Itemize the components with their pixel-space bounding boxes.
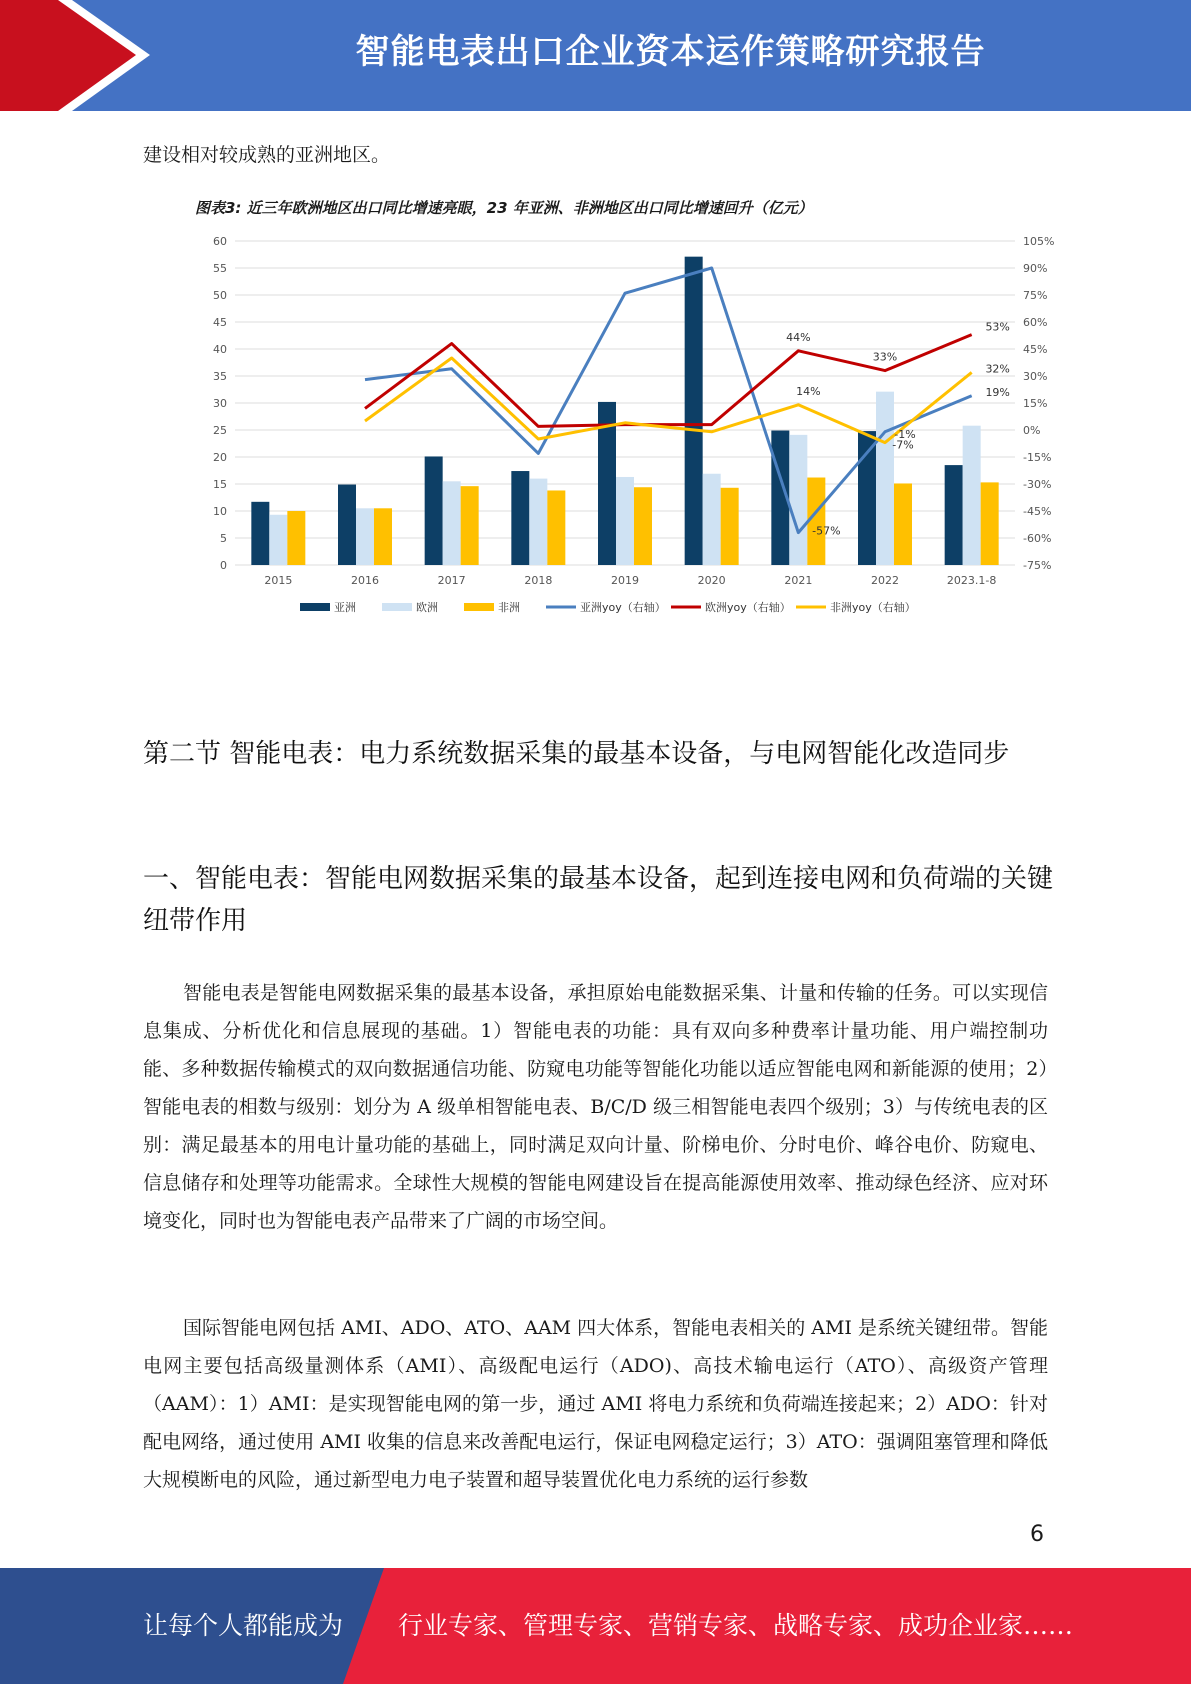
x-tick-label: 2021 bbox=[784, 574, 813, 587]
data-label: 33% bbox=[872, 350, 898, 364]
y2-tick-label: 0% bbox=[1023, 424, 1041, 437]
bar bbox=[789, 435, 807, 565]
y2-tick-label: 30% bbox=[1023, 370, 1048, 383]
bar bbox=[251, 502, 269, 565]
data-label: 44% bbox=[786, 330, 811, 344]
x-tick-label: 2015 bbox=[264, 574, 293, 587]
bar bbox=[356, 508, 374, 565]
y-tick-label: 25 bbox=[213, 424, 227, 437]
y-tick-label: 15 bbox=[213, 478, 227, 491]
header-title: 智能电表出口企业资本运作策略研究报告 bbox=[355, 32, 986, 72]
bar bbox=[461, 486, 479, 565]
legend-label: 非洲 bbox=[498, 601, 520, 614]
bar bbox=[963, 426, 981, 565]
bar bbox=[374, 508, 392, 565]
y2-tick-label: -45% bbox=[1023, 505, 1052, 518]
bar bbox=[634, 487, 652, 565]
legend-swatch bbox=[382, 603, 412, 611]
legend-label: 亚洲 bbox=[334, 601, 356, 614]
y-tick-label: 50 bbox=[213, 289, 227, 302]
data-label: -1% bbox=[894, 427, 916, 441]
bar bbox=[894, 483, 912, 565]
bar bbox=[945, 465, 963, 565]
data-label: -57% bbox=[812, 524, 841, 538]
y-tick-label: 10 bbox=[213, 505, 227, 518]
x-tick-label: 2023.1-8 bbox=[946, 574, 997, 587]
bar bbox=[876, 392, 894, 565]
bar bbox=[269, 515, 287, 565]
legend-swatch bbox=[464, 603, 494, 611]
data-label: -7% bbox=[892, 438, 914, 452]
legend-label: 欧洲yoy（右轴） bbox=[705, 601, 791, 614]
page-header bbox=[0, 0, 1191, 111]
bar bbox=[287, 511, 305, 565]
bar bbox=[703, 474, 721, 565]
y-tick-label: 5 bbox=[220, 532, 227, 545]
x-tick-label: 2018 bbox=[524, 574, 553, 587]
bar bbox=[511, 471, 529, 565]
y-tick-label: 55 bbox=[213, 262, 227, 275]
data-label: 53% bbox=[985, 320, 1010, 334]
x-tick-label: 2019 bbox=[611, 574, 639, 587]
chart-title: 图表3: 近三年欧洲地区出口同比增速亮眼，23 年亚洲、非洲地区出口同比增速回升（亿元） bbox=[195, 199, 813, 217]
y-tick-label: 20 bbox=[213, 451, 227, 464]
footer-left-text: 让每个人都能成为 bbox=[143, 1611, 344, 1640]
y-tick-label: 45 bbox=[213, 316, 227, 329]
legend-label: 非洲yoy（右轴） bbox=[830, 601, 916, 614]
data-label: 32% bbox=[985, 362, 1010, 376]
page-footer bbox=[0, 1568, 1191, 1684]
bar bbox=[685, 257, 703, 565]
bar bbox=[529, 479, 547, 565]
sub-heading: 一、智能电表：智能电网数据采集的最基本设备，起到连接电网和负荷端的关键纽带作用 bbox=[143, 864, 1054, 936]
y2-tick-label: 75% bbox=[1023, 289, 1048, 302]
y2-tick-label: 90% bbox=[1023, 262, 1048, 275]
lead-text: 建设相对较成熟的亚洲地区。 bbox=[143, 144, 391, 166]
y2-tick-label: 45% bbox=[1023, 343, 1048, 356]
y-tick-label: 40 bbox=[213, 343, 227, 356]
page-number: 6 bbox=[1030, 1522, 1044, 1547]
data-label: 19% bbox=[985, 385, 1010, 399]
y-tick-label: 35 bbox=[213, 370, 227, 383]
bar bbox=[443, 481, 461, 565]
bar bbox=[981, 482, 999, 565]
bar bbox=[616, 477, 634, 565]
data-label: 14% bbox=[796, 384, 821, 398]
legend-swatch bbox=[300, 603, 330, 611]
paragraph-1: 智能电表是智能电网数据采集的最基本设备，承担原始电能数据采集、计量和传输的任务。可以实现信息集成、分析优化和信息展现的基础。1）智能电表的功能：具有双向多种费率计量功能、用户端控制功能、多种数据传输模式的双向数据通信功能、防窥电功能等智能化功能以适应智能电网和新能源的使用；2）智能电表的相数与级别：划分为 A 级单相智能电表、B/C/D 级三相智能电表四个级别；3）与传统电表的区别：满足最基本的用电计量功能的基础上，同时满足双向计量、阶梯电价、分时电价、峰谷电价、防窥电、信息储存和处理等功能需求。全球性大规模的智能电网建设旨在提高能源使用效率、推动绿色经济、应对环境变化，同时也为智能电表产品带来了广阔的市场空间。 bbox=[143, 982, 1048, 1232]
y2-tick-label: -15% bbox=[1023, 451, 1052, 464]
paragraph-2: 国际智能电网包括 AMI、ADO、ATO、AAM 四大体系，智能电表相关的 AMI 是系统关键纽带。智能电网主要包括高级量测体系（AMI）、高级配电运行（ADO)、高技术输电运行（ATO）、高级资产管理（AAM）：1）AMI：是实现智能电网的第一步，通过 AMI 将电力系统和负荷端连接起来；2）ADO：针对配电网络，通过使用 AMI 收集的信息来改善配电运行，保证电网稳定运行；3）ATO：强调阻塞管理和降低大规模断电的风险，通过新型电力电子装置和超导装置优化电力系统的运行参数 bbox=[143, 1317, 1048, 1491]
section-heading: 第二节 智能电表：电力系统数据采集的最基本设备，与电网智能化改造同步 bbox=[143, 739, 1010, 769]
x-tick-label: 2020 bbox=[697, 574, 726, 587]
y2-tick-label: 60% bbox=[1023, 316, 1048, 329]
y-tick-label: 0 bbox=[220, 559, 227, 572]
y-tick-label: 60 bbox=[213, 235, 227, 248]
x-tick-label: 2016 bbox=[351, 574, 379, 587]
x-tick-label: 2022 bbox=[871, 574, 899, 587]
y2-tick-label: -30% bbox=[1023, 478, 1052, 491]
y2-tick-label: -75% bbox=[1023, 559, 1052, 572]
bar bbox=[721, 488, 739, 565]
header-arrow-decoration bbox=[0, 0, 160, 111]
y2-tick-label: 105% bbox=[1023, 235, 1055, 248]
legend-label: 欧洲 bbox=[416, 601, 438, 614]
y-tick-label: 30 bbox=[213, 397, 227, 410]
y2-tick-label: -60% bbox=[1023, 532, 1052, 545]
legend-label: 亚洲yoy（右轴） bbox=[580, 601, 666, 614]
export-chart bbox=[190, 193, 1080, 633]
footer-right-text: 行业专家、管理专家、营销专家、战略专家、成功企业家…… bbox=[398, 1611, 1074, 1640]
bar bbox=[425, 456, 443, 565]
bar bbox=[547, 490, 565, 565]
y2-tick-label: 15% bbox=[1023, 397, 1048, 410]
bar bbox=[338, 485, 356, 565]
x-tick-label: 2017 bbox=[437, 574, 466, 587]
